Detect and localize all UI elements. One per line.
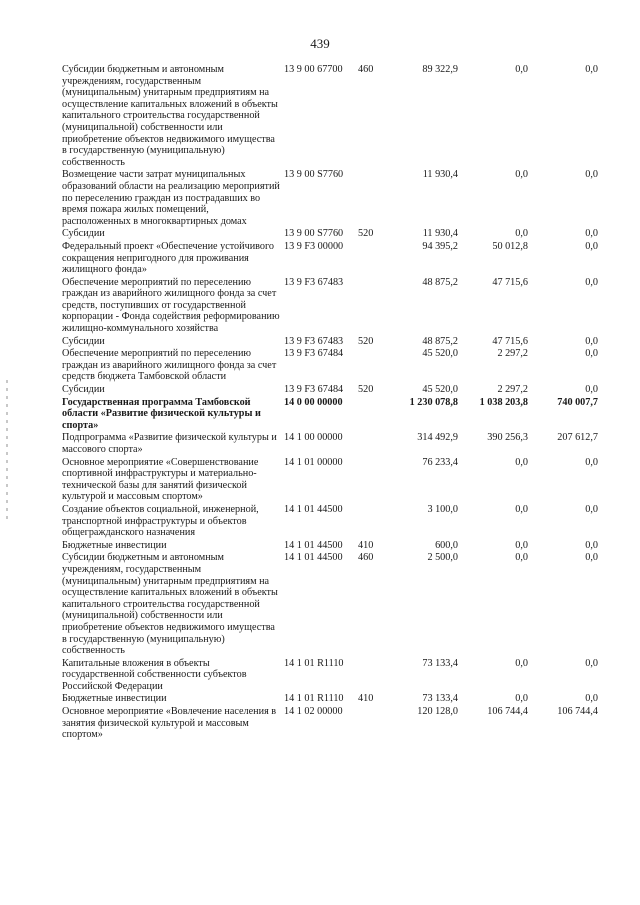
row-expense-type — [358, 658, 386, 694]
row-value-2: 2 297,2 — [497, 348, 528, 360]
row-value-3: 0,0 — [585, 169, 598, 181]
row-value-1: 76 233,4 — [422, 456, 458, 468]
row-value-2: 1 038 203,8 — [479, 396, 528, 408]
row-expense-type: 520 — [358, 228, 374, 240]
row-value-3: 0,0 — [585, 64, 598, 75]
row-value-3: 0,0 — [585, 552, 598, 564]
row-code: 13 9 F3 00000 — [284, 240, 344, 252]
row-value-2: 0,0 — [515, 657, 528, 669]
table-row — [62, 397, 598, 433]
row-value-1: 11 930,4 — [422, 228, 458, 240]
table-row — [62, 241, 598, 277]
row-code: 14 1 01 R1110 — [284, 657, 344, 669]
row-value-3: 0,0 — [585, 456, 598, 468]
row-value-2: 0,0 — [515, 456, 528, 468]
row-code: 13 9 F3 67483 — [284, 276, 344, 288]
row-name: Субсидии бюджетным и автономным учреждениям, государственным (муниципальным) унитарным предприятиям на осуществление капитальных вложений в объекты капитального строительства государственной (муниципальной) собственности или приобретение объектов недвижимого имущества в государственную (муниципальную) собственность — [62, 64, 278, 168]
table-row — [62, 457, 598, 504]
row-value-1: 1 230 078,8 — [409, 396, 458, 408]
row-expense-type — [358, 504, 386, 540]
row-expense-type — [358, 432, 386, 456]
row-value-1: 2 500,0 — [427, 552, 458, 564]
row-value-1: 73 133,4 — [422, 657, 458, 669]
row-value-2: 0,0 — [515, 228, 528, 240]
row-expense-type: 410 — [358, 693, 374, 705]
row-value-3: 0,0 — [585, 539, 598, 551]
row-value-3: 0,0 — [585, 693, 598, 705]
page-number: 439 — [310, 36, 330, 51]
row-value-3: 740 007,7 — [557, 396, 598, 408]
row-value-3: 0,0 — [585, 503, 598, 515]
row-value-1: 120 128,0 — [417, 706, 458, 718]
row-name: Основное мероприятие «Совершенствование спортивной инфраструктуры и материально-технической базы для занятий физической культурой и массовым спортом» — [62, 456, 259, 503]
row-value-2: 0,0 — [515, 539, 528, 551]
row-name: Субсидии — [62, 384, 105, 396]
row-value-3: 106 744,4 — [557, 706, 598, 718]
row-value-2: 0,0 — [515, 503, 528, 515]
table-row — [62, 504, 598, 540]
row-value-1: 45 520,0 — [422, 384, 458, 396]
row-value-2: 390 256,3 — [487, 432, 528, 444]
row-code: 13 9 F3 67483 — [284, 335, 344, 347]
row-code: 14 1 01 44500 — [284, 552, 343, 564]
row-code: 13 9 00 67700 — [284, 64, 343, 75]
row-value-1: 11 930,4 — [422, 169, 458, 181]
table-row — [62, 384, 598, 397]
row-value-3: 0,0 — [585, 228, 598, 240]
row-expense-type — [358, 169, 386, 228]
table-row — [62, 64, 598, 169]
row-value-3: 0,0 — [585, 384, 598, 396]
table-row — [62, 552, 598, 657]
row-code: 14 1 01 00000 — [284, 456, 343, 468]
row-expense-type: 460 — [358, 64, 374, 75]
row-name: Бюджетные инвестиции — [62, 539, 167, 551]
row-value-2: 0,0 — [515, 693, 528, 705]
row-name: Обеспечение мероприятий по переселению граждан из аварийного жилищного фонда за счет средств, поступивших от государственной корпорации - Фонда содействия реформированию жилищно-коммунального хозяйства — [62, 276, 280, 335]
row-name: Обеспечение мероприятий по переселению граждан из аварийного жилищного фонда за счет средств бюджета Тамбовской области — [62, 348, 277, 383]
row-expense-type — [358, 348, 386, 384]
row-name: Субсидии — [62, 228, 105, 240]
row-value-2: 0,0 — [515, 64, 528, 75]
row-expense-type: 460 — [358, 552, 374, 564]
table-row — [62, 336, 598, 349]
row-expense-type — [358, 397, 386, 433]
row-expense-type — [358, 241, 386, 277]
table-row — [62, 658, 598, 694]
row-value-1: 73 133,4 — [422, 693, 458, 705]
budget-table — [62, 64, 598, 742]
row-name: Возмещение части затрат муниципальных образований области на реализацию мероприятий по переселению граждан из пострадавших во время пожара жилых помещений, расположенных в многоквартирных домах — [62, 169, 280, 227]
table-row — [62, 169, 598, 228]
row-code: 13 9 00 S7760 — [284, 169, 344, 181]
row-name: Создание объектов социальной, инженерной, транспортной инфраструктуры и объектов общегражданского назначения — [62, 503, 259, 539]
row-value-1: 94 395,2 — [422, 240, 458, 252]
row-code: 13 9 F3 67484 — [284, 384, 344, 396]
row-value-3: 0,0 — [585, 276, 598, 288]
table-row — [62, 228, 598, 241]
row-name: Субсидии бюджетным и автономным учреждениям, государственным (муниципальным) унитарным предприятиям на осуществление капитальных вложений в объекты капитального строительства государственной (муниципальной) собственности или приобретение объектов недвижимого имущества в государственную (муниципальную) собственность — [62, 552, 278, 657]
row-expense-type — [358, 277, 386, 336]
row-value-1: 314 492,9 — [417, 432, 458, 444]
row-code: 14 0 00 00000 — [284, 396, 343, 408]
row-expense-type: 520 — [358, 384, 374, 396]
table-row — [62, 706, 598, 742]
row-value-1: 48 875,2 — [422, 335, 458, 347]
table-row — [62, 693, 598, 706]
row-code: 14 1 02 00000 — [284, 706, 343, 718]
row-value-1: 45 520,0 — [422, 348, 458, 360]
row-value-2: 106 744,4 — [487, 706, 528, 718]
row-name: Капитальные вложения в объекты государственной собственности субъектов Российской Федерации — [62, 657, 247, 692]
row-name: Бюджетные инвестиции — [62, 693, 167, 705]
row-value-1: 48 875,2 — [422, 276, 458, 288]
table-row — [62, 540, 598, 553]
row-name: Субсидии — [62, 335, 105, 347]
row-name: Основное мероприятие «Вовлечение населения в занятия физической культурой и массовым спортом» — [62, 706, 277, 741]
row-expense-type: 410 — [358, 539, 374, 551]
row-expense-type — [358, 706, 386, 742]
row-value-2: 47 715,6 — [492, 276, 528, 288]
row-value-2: 50 012,8 — [492, 240, 528, 252]
row-code: 14 1 00 00000 — [284, 432, 343, 444]
table-row — [62, 277, 598, 336]
row-value-3: 207 612,7 — [557, 432, 598, 444]
row-code: 14 1 01 R1110 — [284, 693, 344, 705]
row-code: 14 1 01 44500 — [284, 539, 343, 551]
row-value-3: 0,0 — [585, 657, 598, 669]
row-value-3: 0,0 — [585, 240, 598, 252]
row-name: Государственная программа Тамбовской области «Развитие физической культуры и спорта» — [62, 396, 261, 431]
table-row — [62, 432, 598, 456]
row-value-3: 0,0 — [585, 335, 598, 347]
row-code: 13 9 F3 67484 — [284, 348, 344, 360]
row-value-2: 0,0 — [515, 552, 528, 564]
row-value-2: 0,0 — [515, 169, 528, 181]
row-value-2: 2 297,2 — [497, 384, 528, 396]
scan-margin-mark — [6, 380, 8, 520]
row-expense-type: 520 — [358, 335, 374, 347]
row-code: 13 9 00 S7760 — [284, 228, 344, 240]
row-value-3: 0,0 — [585, 348, 598, 360]
table-row — [62, 348, 598, 384]
row-value-1: 600,0 — [435, 539, 458, 551]
row-value-1: 3 100,0 — [427, 503, 458, 515]
row-code: 14 1 01 44500 — [284, 503, 343, 515]
row-expense-type — [358, 457, 386, 504]
row-name: Подпрограмма «Развитие физической культуры и массового спорта» — [62, 432, 277, 455]
row-value-2: 47 715,6 — [492, 335, 528, 347]
row-value-1: 89 322,9 — [422, 64, 458, 75]
row-name: Федеральный проект «Обеспечение устойчивого сокращения непригодного для проживания жилищного фонда» — [62, 240, 275, 276]
